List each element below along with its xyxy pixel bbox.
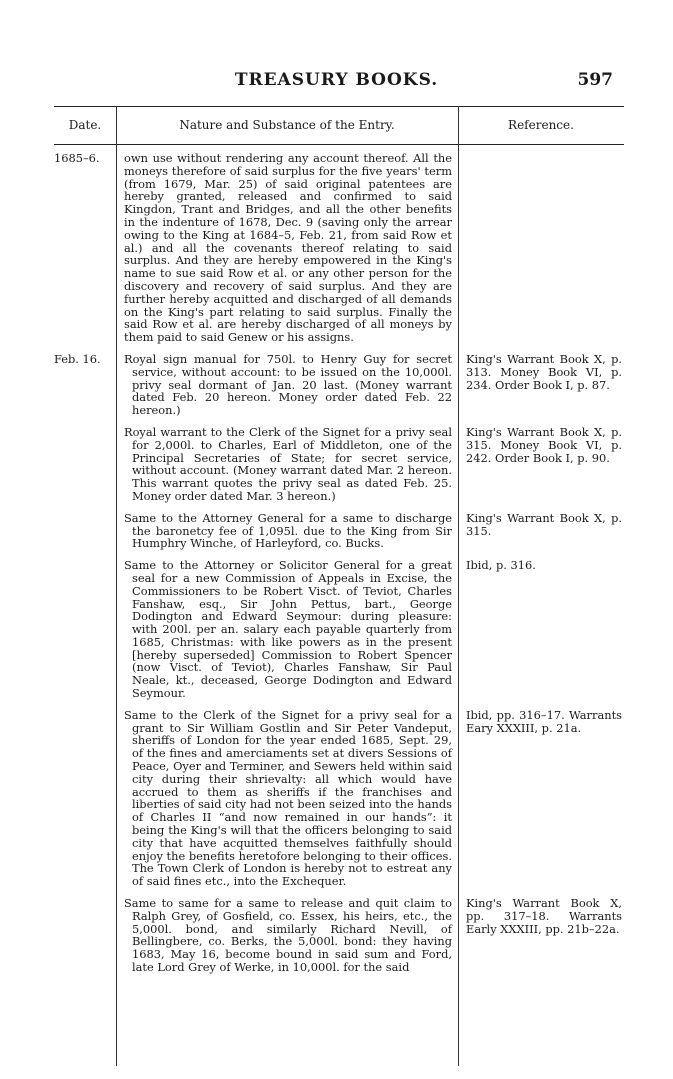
entry-row	[54, 426, 624, 503]
entry-nature: Royal warrant to the Clerk of the Signet for a privy seal for 2,000l. to Charles, Earl of Middleton, one of the Principal Secretaries of State; for secret service, without account. (Money warrant dated Mar. 2 hereon. This warrant quotes the privy seal as dated Feb. 25. Money order dated Mar. 3 hereon.)	[124, 424, 452, 503]
entry-row	[54, 353, 624, 417]
entry-row	[54, 709, 624, 888]
column-header-reference: Reference.	[508, 118, 574, 132]
entry-reference: Ibid, pp. 316–17. Warrants Eary XXXIII, p. 21a.	[466, 707, 622, 735]
page-header	[0, 70, 673, 98]
entry-nature: Same to the Attorney or Solicitor General for a great seal for a new Commission of Appeals in Excise, the Commissioners to be Robert Visct. of Teviot, Charles Fanshaw, esq., Sir John Pettus, bart., George Dodington and Edward Seymour: during pleasure: with 200l. per an. salary each payable quarterly from 1685, Christmas: with like powers as in the present [hereby superseded] Commission to Robert Spencer (now Visct. of Teviot), Charles Fanshaw, Sir Paul Neale, kt., deceased, George Dodington and Edward Seymour.	[124, 558, 452, 701]
entries-table	[54, 106, 624, 1066]
table-header-rule	[54, 144, 624, 145]
page-number: 597	[577, 70, 613, 90]
entry-nature: Royal sign manual for 750l. to Henry Guy for secret service, without account: to be issued on the 10,000l. privy seal dormant of Jan. 20 last. (Money warrant dated Feb. 20 hereon. Money order dated Feb. 22 hereon.)	[124, 351, 452, 418]
entry-row	[54, 512, 624, 550]
column-header-nature: Nature and Substance of the Entry.	[179, 118, 395, 132]
entry-nature: Same to the Clerk of the Signet for a privy seal for a grant to Sir William Gostlin and Sir Peter Vandeput, sheriffs of London for the year ended 1685, Sept. 29, of the fines and amerciaments set at divers Sessions of Peace, Oyer and Terminer, and Sewers held within said city during their shrievalty: all which would have accrued to them as sheriffs if the franchises and liberties of said city had not been seized into the hands of Charles II “and now remained in our hands”: it being the King's will that the officers belonging to said city that have acquitted themselves faithfully should enjoy the benefits heretofore belonging to their offices. The Town Clerk of London is hereby not to estreat any of said fines etc., into the Exchequer.	[124, 707, 452, 889]
entry-row	[54, 897, 624, 974]
entry-reference: King's Warrant Book X, p. 315.	[466, 510, 622, 538]
entry-date: 1685–6.	[54, 151, 100, 165]
entry-row	[54, 559, 624, 700]
entry-reference: King's Warrant Book X, pp. 317–18. Warrants Early XXXIII, pp. 21b–22a.	[466, 896, 622, 936]
entry-reference: King's Warrant Book X, p. 313. Money Book VI, p. 234. Order Book I, p. 87.	[466, 351, 622, 392]
entry-nature: own use without rendering any account thereof. All the moneys therefore of said surplus for the five years' term (from 1679, Mar. 25) of said original patentees are hereby granted, released and confirmed to said Kingdon, Trant and Bridges, and all the other benefits in the indenture of 1678, Dec. 9 (saving only the arrear owing to the King at 1684–5, Feb. 21, from said Row et al.) and all the covenants thereof relating to said surplus. And they are hereby empowered in the King's name to sue said Row et al. or any other person for the discovery and recovery of said surplus. And they are further hereby acquitted and discharged of all demands on the King's part relating to said surplus. Finally the said Row et al. are hereby discharged of all moneys by them paid to said Genew or his assigns.	[124, 151, 452, 345]
entry-reference: Ibid, p. 316.	[466, 558, 536, 573]
running-title: TREASURY BOOKS.	[234, 70, 439, 90]
column-header-date: Date.	[68, 118, 102, 132]
entry-reference: King's Warrant Book X, p. 315. Money Book VI, p. 242. Order Book I, p. 90.	[466, 424, 622, 465]
entry-nature: Same to same for a same to release and quit claim to Ralph Grey, of Gosfield, co. Essex, his heirs, etc., the 5,000l. bond, and similarly Richard Nevill, of Bellingbere, co. Berks, the 5,000l. bond: they having 1683, May 16, become bound in said sum and Ford, late Lord Grey of Werke, in 10,000l. for the said	[124, 896, 452, 975]
entry-nature: Same to the Attorney General for a same to discharge the baronetcy fee of 1,095l. due to the King from Sir Humphry Winche, of Harleyford, co. Bucks.	[124, 510, 452, 551]
entry-row	[54, 152, 624, 344]
entries-list	[54, 152, 624, 983]
entry-date: Feb. 16.	[54, 351, 101, 366]
